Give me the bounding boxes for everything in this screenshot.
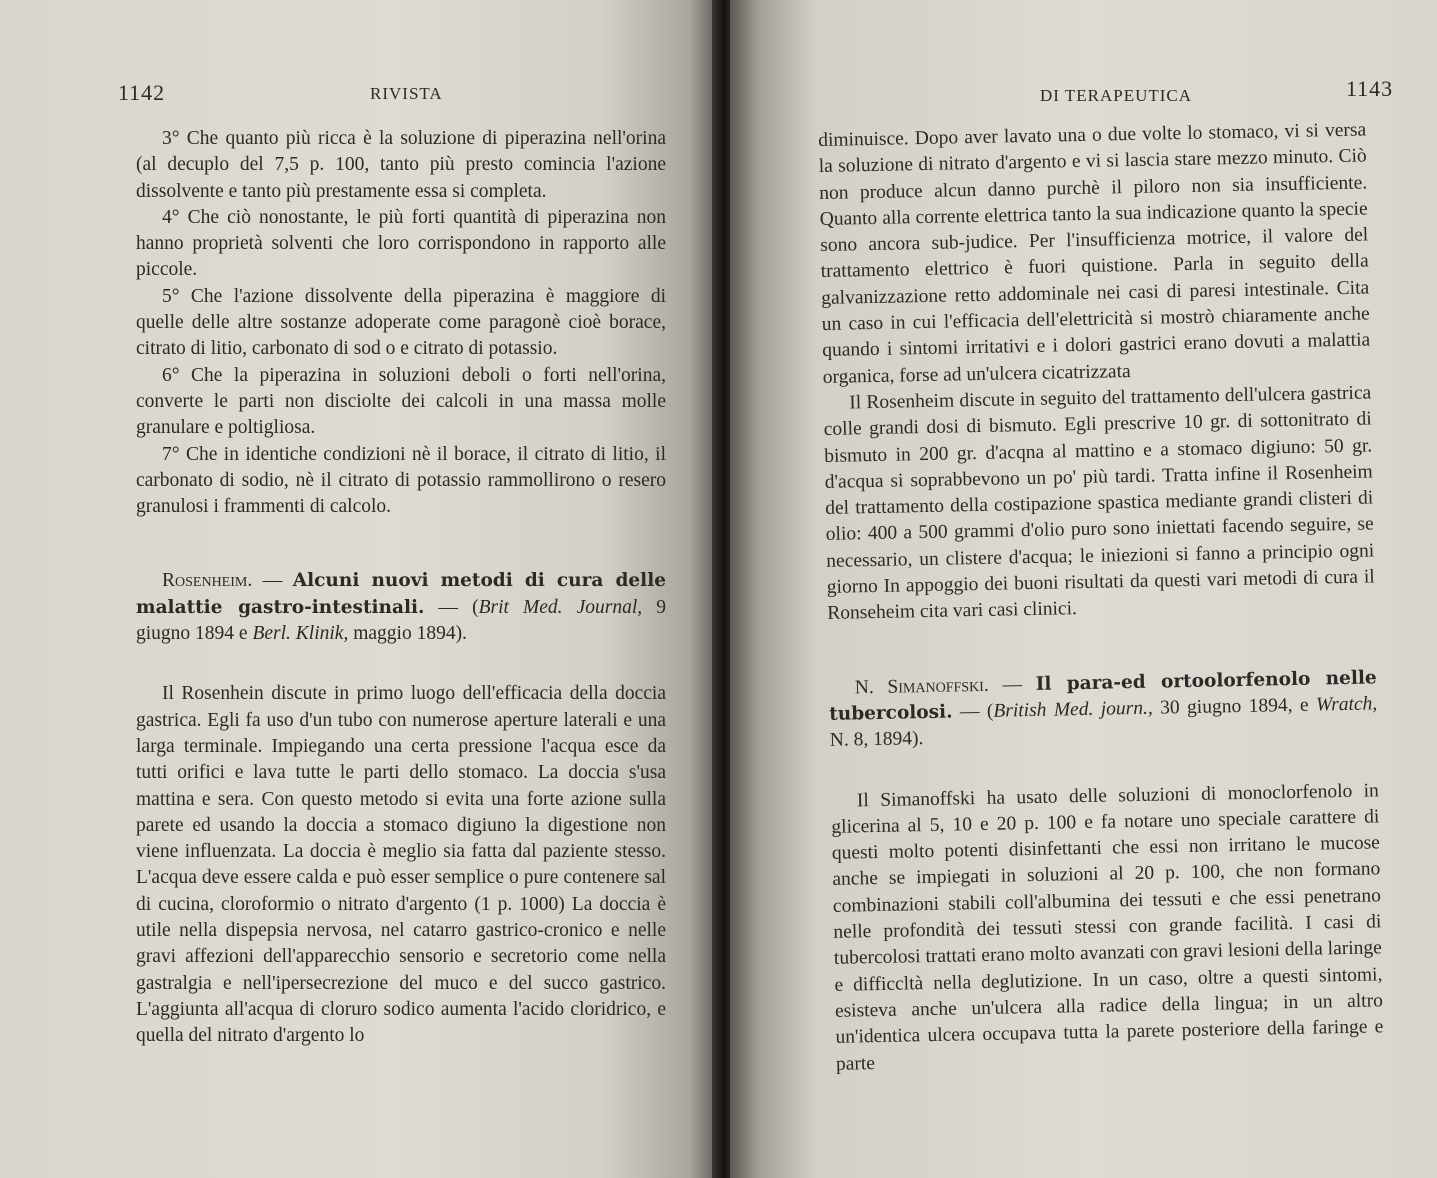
list-item: 4° Che ciò nonostante, le più forti quantità di piperazina non hanno proprietà solventi che loro corrispondono in rapporto alle piccole.	[136, 206, 666, 281]
article-heading: Rosenheim. — Alcuni nuovi metodi di cura delle malattie gastro-intestinali. — (Brit Med. Journal, 9 giugno 1894 e Berl. Klinik, maggio 1894).	[136, 570, 666, 645]
article-body: Il Simanoffski ha usato delle soluzioni di monoclorfenolo in glicerina al 5, 10 e 20 p. 100 e fa notare uno speciale carattere di questi molto potenti disinfettanti che essi non irritano le mucose anche se impiegati in soluzioni al 20 p. 100, che non formano combinazioni stabili coll'albumina dei tessuti e che essi penetrano nelle profondità dei tessuti stessi con grande facilità. I casi di tubercolosi trattati erano molto avanzati con gravi lesioni della laringe e difficcltà nella deglutizione. In un caso, oltre a questi sintomi, esisteva anche un'ulcera alla radice della lingua; in un altro un'identica ulcera occupava tutta la parete posteriore della faringe e parte	[831, 779, 1384, 1075]
article-author: Rosenheim.	[162, 570, 253, 592]
paragraph: diminuisce. Dopo aver lavato una o due volte lo stomaco, vi si versa la soluzione di nitrato d'argento e vi si lascia stare mezzo minuto. Ciò non produce alcun danno purchè il piloro non sia insufficiente. Quanto alla corrente elettrica tanto la sua indicazione quanto la specie sono ancora sub-judice. Per l'insufficienza motrice, il valore del trattamento elettrico è fuori quistione. Parla in seguito della galvanizzazione retto addominale nei casi di paresi intestinale. Cita un caso in cui l'efficacia dell'elettricità si mostrò chiaramente anche quando i sintomi irritativi e i dolori gastrici erano dovuti a malattia organica, forse ad un'ulcera cicatrizzata	[818, 119, 1371, 388]
paragraph: Il Rosenheim discute in seguito del trattamento dell'ulcera gastrica colle grandi dosi di bismuto. Egli prescrive 10 gr. di sottonitrato di bismuto in 200 gr. d'acqna al mattino e a stomaco digiuno: 50 gr. d'acqua si soprabbevono un po' più tardi. Tratta infine il Rosenheim del trattamento della costipazione spastica mediante grandi clisteri di olio: 400 a 500 grammi d'olio puro sono iniettati facendo seguire, se necessario, un clistere d'acqua; le iniezioni si fanno a principio ogni giorno In appoggio dei buoni risultati da questi vari metodi di cura il Ronseheim cita vari casi clinici.	[823, 382, 1375, 625]
article-journal: Berl. Klinik,	[252, 623, 349, 645]
list-item: 6° Che la piperazina in soluzioni deboli o forti nell'orina, converte le parti non disciolte dei calcoli in una massa molle granulare e poltigliosa.	[136, 364, 666, 439]
article-author: N. Simanoffski.	[854, 674, 989, 699]
right-page	[730, 0, 1437, 1178]
list-item: 7° Che in identiche condizioni nè il borace, il citrato di litio, il carbonato di sodio, nè il citrato di potassio rammollirono o resero granulosi i frammenti di calcolo.	[136, 443, 666, 518]
article-heading: N. Simanoffski. — Il para-ed ortoolorfenolo nelle tubercolosi. — (British Med. journ., 30 giugno 1894, e Wratch, N. 8, 1894).	[829, 667, 1378, 752]
page-number: 1142	[118, 80, 166, 105]
article-title: Il para-ed ortoolorfenolo nelle tubercolosi.	[829, 667, 1377, 725]
article-journal: Brit Med. Journal,	[478, 596, 643, 618]
left-text-column	[136, 126, 666, 1050]
page-number: 1143	[1346, 76, 1394, 101]
article-body: Il Rosenhein discute in primo luogo dell'efficacia della doccia gastrica. Egli fa uso d'un tubo con numerose aperture laterali e una larga terminale. Impiegando una certa pressione l'acqua esce da tutti orifici e lava tutte le parti dello stomaco. La doccia s'usa mattina e sera. Con questo metodo si evita una forte azione sulla parete ed usando la doccia a stomaco digiuno la digestione non viene influenzata. La doccia è meglio sia fatta dal paziente stesso. L'acqua deve essere calda e può esser semplice o pure contenere sal di cucina, cloroformio o nitrato d'argento (1 p. 1000) La doccia è utile nella dispepsia nervosa, nel catarro gastrico-cronico e nelle gravi affezioni dell'apparecchio sensorio e secretorio come nella gastralgia e nell'ipersecrezione del muco e del succo gastrico. L'aggiunta all'acqua di cloruro sodico aumenta l'acido cloridrico, e quella del nitrato d'argento lo	[136, 683, 666, 1047]
article-title: Alcuni nuovi metodi di cura delle malattie gastro-intestinali.	[136, 570, 666, 618]
article-journal: British Med. journ.,	[993, 697, 1153, 722]
list-item: 3° Che quanto più ricca è la soluzione di piperazina nell'orina (al decuplo del 7,5 p. 100, tanto più presto comincia l'azione dissolvente e tanto più prestamente essa si completa.	[136, 128, 666, 202]
running-head: RIVISTA	[370, 84, 443, 103]
article-journal: Wratch,	[1315, 693, 1378, 716]
right-text-column	[818, 117, 1384, 1077]
list-item: 5° Che l'azione dissolvente della piperazina è maggiore di quelle delle altre sostanze adoperate come paragonè cioè borace, citrato di litio, carbonato di sod o e citrato di potassio.	[136, 285, 666, 360]
running-head: DI TERAPEUTICA	[1040, 86, 1193, 105]
left-page	[0, 0, 718, 1178]
